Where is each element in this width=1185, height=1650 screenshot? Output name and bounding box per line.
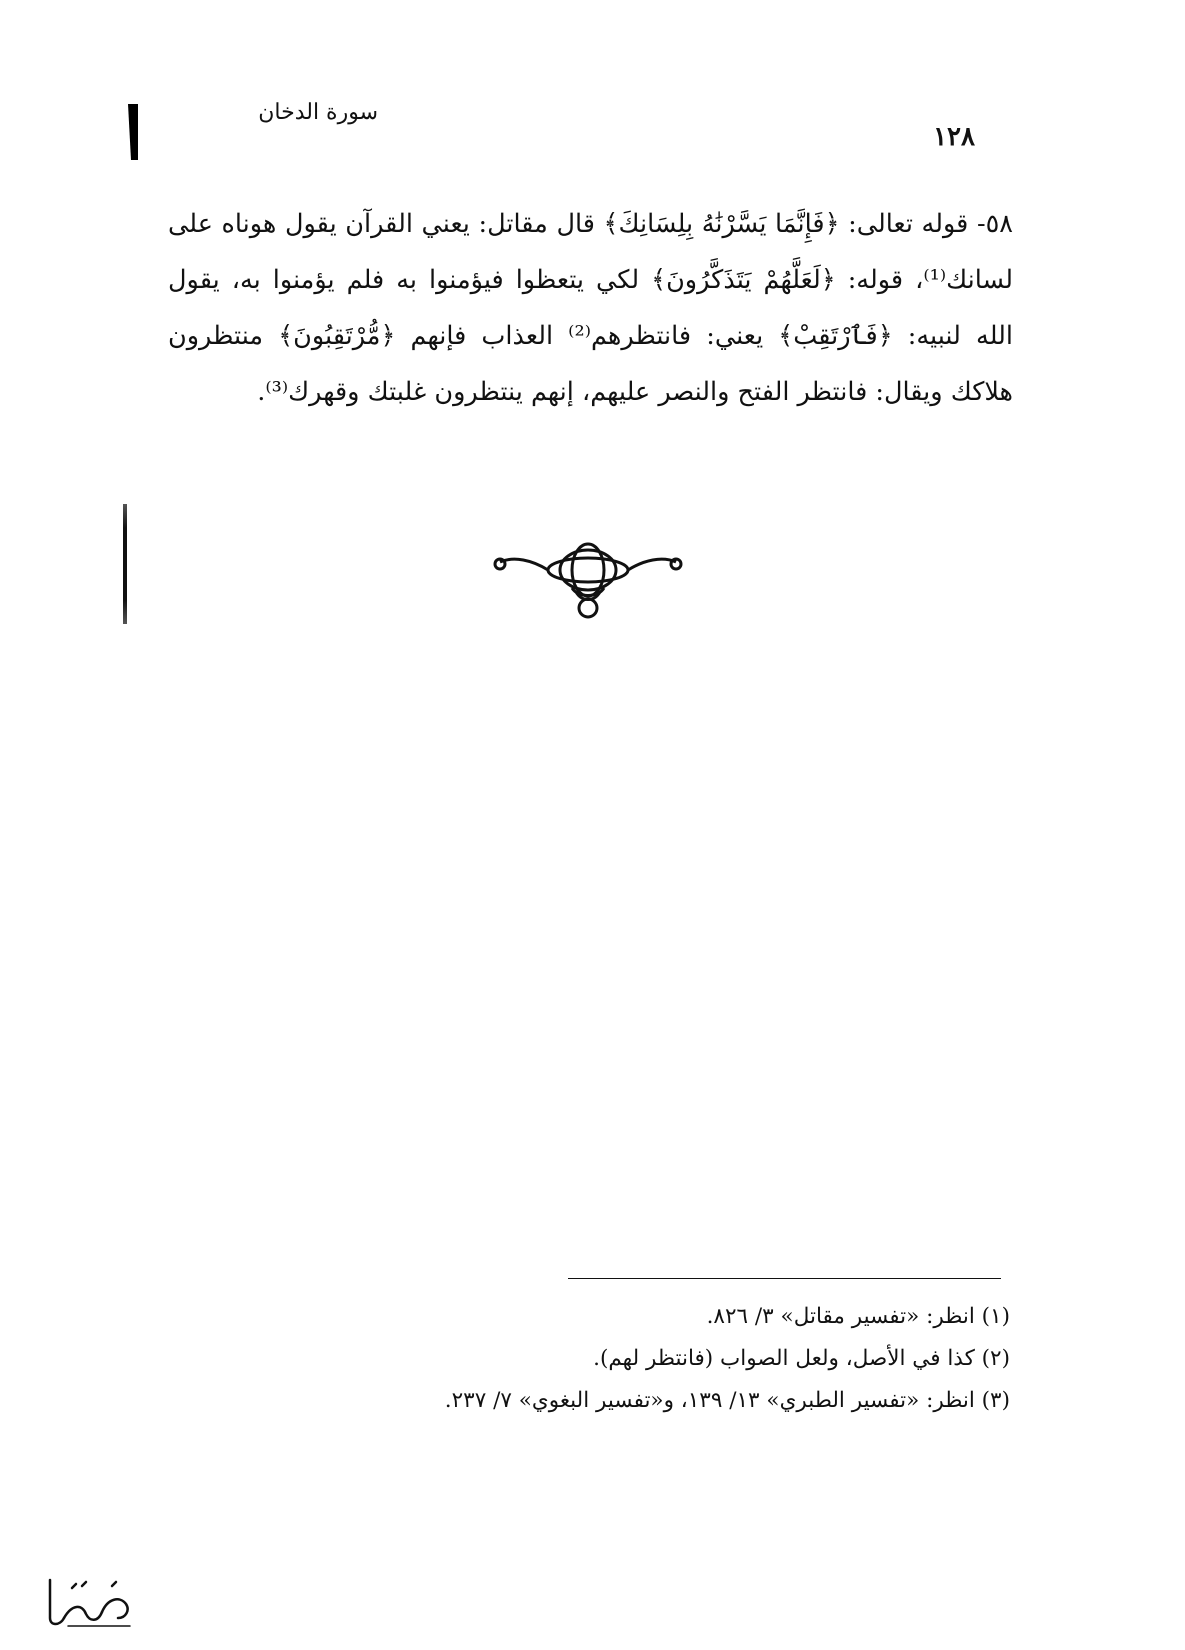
- page-number: ١٢٨: [933, 122, 975, 152]
- footnotes: [300, 1296, 1010, 1422]
- header-bar-mark: [128, 104, 138, 160]
- calligraphy-logo-icon: [42, 1574, 136, 1632]
- margin-rule: [123, 504, 127, 624]
- footnote-3: (٣) انظر: «تفسير الطبري» ١٣/ ١٣٩، و«تفسير البغوي» ٧/ ٢٣٧.: [444, 1388, 1010, 1413]
- running-header-title: سورة الدخان: [258, 100, 378, 125]
- footnote-separator: [568, 1278, 1001, 1279]
- footnote-2: (٢) كذا في الأصل، ولعل الصواب (فانتظر لهم).: [593, 1346, 1010, 1371]
- footnote-1: (١) انظر: «تفسير مقاتل» ٣/ ٨٢٦.: [706, 1304, 1010, 1329]
- end-of-section-ornament-icon: [486, 540, 690, 624]
- body-paragraph: ٥٨- قوله تعالى: ﴿فَإِنَّمَا يَسَّرْنَٰهُ بِلِسَانِكَ﴾ قال مقاتل: يعني القرآن يقول هوناه على لسانك⁽¹⁾، قوله: ﴿لَعَلَّهُمْ يَتَذَكَّرُونَ﴾ لكي يتعظوا فيؤمنوا به فلم يؤمنوا به، يقول الله لنبيه: ﴿فَٱرْتَقِبْ﴾ يعني: فانتظرهم⁽²⁾ العذاب فإنهم ﴿مُّرْتَقِبُونَ﴾ منتظرون هلاكك ويقال: فانتظر الفتح والنصر عليهم، إنهم ينتظرون غلبتك وقهرك⁽³⁾.: [168, 209, 1013, 407]
- main-text: [168, 196, 1013, 420]
